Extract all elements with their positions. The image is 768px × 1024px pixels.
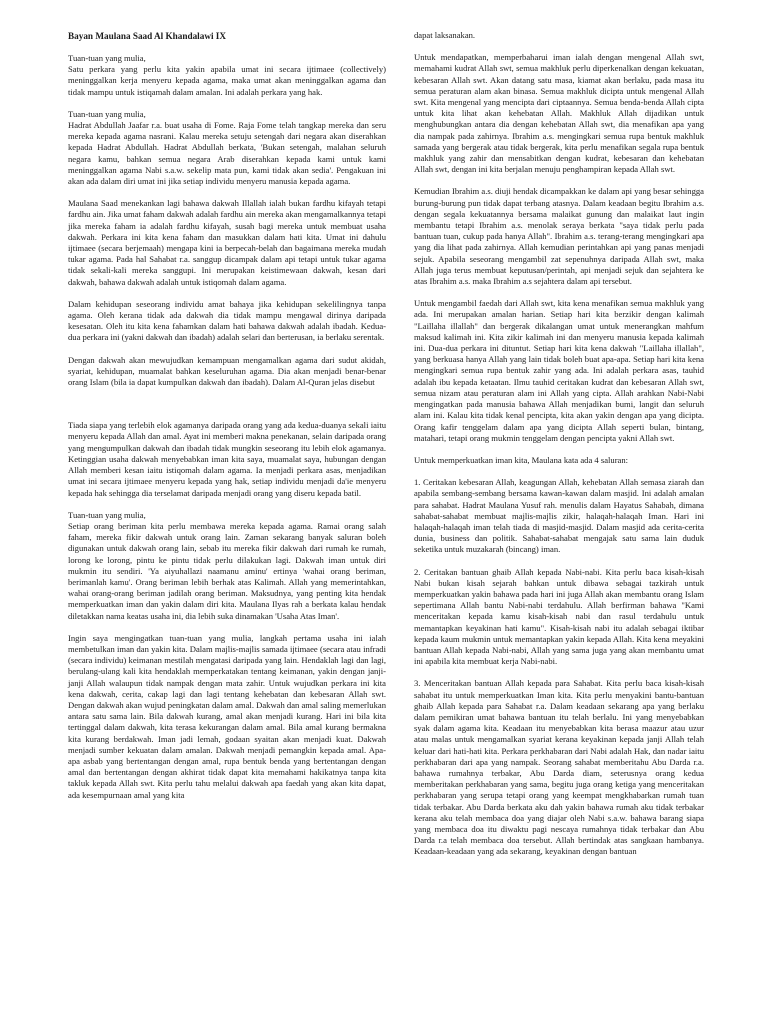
paragraph: dapat laksanakan. bbox=[414, 30, 476, 40]
left-column bbox=[68, 30, 386, 812]
paragraph: Untuk memperkuatkan iman kita, Maulana kata ada 4 saluran: bbox=[414, 454, 629, 465]
paragraph: Maulana Saad menekankan lagi bahawa dakwah Illallah ialah bukan fardhu kifayah tetapi fardhu ain. Jika umat faham dakwah adalah fardhu ain mereka akan mengamalkannya tetapi jika mereka faham ia adalah fardhu kifayah, susah bagi mereka untuk membuat usaha dakwah. Perkara ini kita kena faham dan masukkan dalam hati kita. Umat ini dahulu ijtimaee (secara berjemaah) mengapa kini ia berpecah-belah dan bagaimana mereka mudah tukar agama. Pada hal Sahabat r.a. sanggup dicampak dalam api tetapi untuk tukar agama tidak sekali-kali mereka sanggupi. Ini merupakan keistimewaan dakwah, kesan dari dakwah, bahawa dakwah adalah untuk istiqomah dalam agama. bbox=[68, 198, 386, 287]
document-title: Bayan Maulana Saad Al Khandalawi IX bbox=[68, 31, 227, 41]
paragraph: Tuan-tuan yang mulia, Hadrat Abdullah Jaafar r.a. buat usaha di Fome. Raja Fome telah tangkap mereka dan seru mereka kepada agama nasrani. Kalau mereka setuju setengah dari negara akan diserahkan kepada Hadrat Abdullah. Hadrat Abdullah berkata, 'Bukan setengah, malahan seluruh negara kamu, bahkan semua negara Arab diserahkan kepada kami untuk kami meninggalkan agama Nabi s.a.w. sekelip mata pun, kami tidak akan sedia'. Pengakuan ini akan ada dalam diri umat ini jika setiap individu menyeru manusia kepada agama. bbox=[68, 108, 386, 187]
paragraph: Dalam kehidupan seseorang individu amat bahaya jika kehidupan sekelilingnya tanpa agama. Oleh kerana tidak ada dakwah dia tidak mampu mengawal dirinya daripada kesesatan. Oleh itu kita kena fahamkan dalam hati bahawa dakwah adalah ibadah. Kedua-dua perkara ini (yakni dakwah dan ibadah) adalah selari dan berterusan, ia berlaku serentak. bbox=[68, 298, 386, 343]
paragraph: 1. Ceritakan kebesaran Allah, keagungan Allah, kehebatan Allah semasa ziarah dan apabila sembang-sembang bersama kawan-kawan dalam masjid. Ini adalah amalan para sahabat. Hadrat Maulana Yusuf rah. menulis dalam Hayatus Sahabah, dimana sahabat-sahabat membuat majlis-majlis zikir, halaqah-halaqah Iman. Hari ini halaqah-halaqah iman telah tiada di masjid-masjid. Dalam masjid ada cerita-cerita dunia, business dan politik. Sahabat-sahabat mengajak satu sama lain duduk seketika untuk muzakarah (bincang) iman. bbox=[414, 477, 704, 555]
paragraph: Tuan-tuan yang mulia, Setiap orang beriman kita perlu membawa mereka kepada agama. Ramai orang salah faham, mereka fikir dakwah untuk orang lain. Zaman sekarang banyak saluran boleh digunakan untuk dakwah orang lain, sebab itu mereka fikir dakwah dari rumah ke rumah, lorong ke lorong, pintu ke pintu tidak perlu dilakukan lagi. Dakwah iman untuk diri mukmin itu sendiri. 'Ya aiyuhallazi naamanu aminu' ertinya 'wahai orang beriman, berimanlah kamu'. Orang beriman lebih berhak atas Kalimah. Allah yang memerintahkan, wahai orang-orang beriman jadilah orang beriman. Maksudnya, yang penting kita hendak memperkuatkan iman dan yakin dalam diri kita. Maulana Ilyas rah a berkata kalau hendak diletakkan nama keatas usaha ini, dia lebih suka dinamakan 'Usaha Atas Iman'. bbox=[68, 509, 386, 621]
paragraph: Dengan dakwah akan mewujudkan kemampuan mengamalkan agama dari sudut akidah, syariat, kehidupan, muamalat bahkan keseluruhan agama. Dia akan menjadi benar-benar orang Islam (bila ia dapat kumpulkan dakwah dan ibadah). Dalam Al-Quran jelas disebut bbox=[68, 354, 386, 388]
paragraph: Ingin saya mengingatkan tuan-tuan yang mulia, langkah pertama usaha ini ialah membetulkan iman dan yakin kita. Dalam majlis-majlis samada ijtimaee (secara atau infradi (secara individu) keimanan mestilah mengatasi daripada yang lain. Hendaklah lagi dan lagi, berulang-ulang kali kita hendaklah memperkatakan tentang keimanan, yakin dengan janji-janji Allah walaupun tidak nampak dengan mata zahir. Untuk wujudkan perkara ini kita kena dakwah, cerita, cakap lagi dan lagi tentang kehebatan dan kebesaran Allah swt. Dengan dakwah akan wujud peningkatan dalam amal. Dakwah dan amal saling memerlukan antara satu sama lain. Bila dakwah kurang, amal akan menjadi kurang. Hari ini bila kita tertinggal dalam dakwah, kita terasa kekurangan dalam amal. Bila amal kurang bermakna kita kurang berdakwah. Iman jadi lemah, godaan syaitan akan menjadi kuat. Dakwah menjadi sumber kekuatan dalam amalan. Dakwah menjadi pemangkin kepada amal. Apa-apa asbab yang bertentangan dengan amal, rupa bentuk benda yang bertentangan dengan amal dan bertentangan dengan akhirat tidak dapat kita memahami hakikatnya tanpa kita takluk kepada Allah swt. Kita perlu tahu melalui dakwah apa faedah yang akan kita dapat, ada kesempurnaan amal yang kita bbox=[68, 632, 386, 800]
paragraph: 3. Menceritakan bantuan Allah kepada para Sahabat. Kita perlu baca kisah-kisah sahabat itu untuk memperkuatkan Iman kita. Kita perlu menyakini bantu-bantuan ghaib Allah kepada para Sahabat r.a. Dalam keadaan sekarang apa yang berlaku dalam pemikiran umat bahawa bantuan itu telah berlalu. Ini yang menyebabkan syak dalam agama kita. Keadaan itu menyebabkan kita berasa maazur atau uzur atau malas untuk mengamalkan syariat kerana keyakinan kepada janji Allah telah keluar dari hati-hati kita. Perkara perkhabaran dari Nabi adalah Hak, dan nadar iaitu perkhabaran dari apa yang nampak. Seorang sahabat memberitahu Abu Darda r.a. bahawa rumahnya terbakar, Abu Darda diam, seterusnya orang kedua memberitakan perkhabaran yang sama, begitu juga orang ketiga yang menceritakan perkhabaran yang serupa tetapi orang yang keempat mengkhabarkan rumah tuan tidak terbakar. Abu Darda berkata aku dah yakin bahawa rumah aku tidak terbakar kerana aku telah membaca doa yang diajar oleh Nabi s.a.w. bahawa barang siapa yang membaca doa itu diwaktu pagi nescaya rumahnya tidak terbakar dan Abu Darda r.a telah membaca doa tersebut. Allah bertindak atas sangkaan hambanya. Keadaan-keadaan yang ada sekarang, keyakinan dengan bantuan bbox=[414, 678, 704, 857]
paragraph: 2. Ceritakan bantuan ghaib Allah kepada Nabi-nabi. Kita perlu baca kisah-kisah Nabi bukan kisah sejarah bahkan untuk dibawa sebagai tazkirah untuk memperkuatkan yakin bahawa pada hari ini juga Allah akan membantu orang Islam sepertimana Allah bantu Nabi-nabi terdahulu. Allah berfirman bahawa "Kami menceritakan kepada kamu kisah-kisah nabi dan rasul terdahulu untuk memantapkan keyakinan hati kamu". Kisah-kisah nabi itu adalah sebagai iktibar kepada kaum mukmin untuk memantapkan yakin kepada Allah. Kita kena meyakini bantuan Allah kepada Nabi-nabi, Allah yang sama juga yang akan membantu umat ini apabila kita membuat kerja Nabi-nabi. bbox=[414, 566, 704, 667]
right-column bbox=[414, 30, 704, 869]
paragraph: Tiada siapa yang terlebih elok agamanya daripada orang yang ada kedua-duanya sekali iaitu menyeru kepada Allah dan amal. Ayat ini memberi makna penekanan, selain daripada orang yang mengumpulkan dakwah dan ibadah tidak mungkin seseorang itu lebih elok agamanya. Ketinggian usaha dakwah menyebabkan iman kita saya, muamalat saya, hubungan dengan Allah memberi kesan iaitu istiqomah dalam agama. Ia menjadi perkara asas, menjadikan umat ini secara ijtimaee menyeru kepada yang hak, setiap individu menjadi da'ie menyeru kepada hak sehingga dia terselamat daripada menjadi orang yang diseru kepada batil. bbox=[68, 420, 386, 498]
paragraph: Untuk mengambil faedah dari Allah swt, kita kena menafikan semua makhluk yang ada. Ini merupakan amalan harian. Setiap hari kita berzikir dengan kalimah "Laillaha illallah" dan bergerak dikalangan umat untuk menerangkan mahfum maksud kalimah ini. Kita zikir kalimah ini dan menyeru manusia kepada kalimah ini. Dua-dua perkara ini dituntut. Setiap hari kita kena dakwah "Laillaha illallah", yang berkuasa hanya Allah yang lain tidak boleh buat apa-apa. Setiap hari kita kena mengingkari semua rupa bentuk zahir yang ada. Ini adalah perkara asas, tauhid adalah ibu kepada ketaatan. Ilmu tauhid ceritakan kudrat dan kebesaran Allah swt, semua nizam atau peraturan alam ini Allah yang cipta. Allah arahkan Nabi-Nabi mengingatkan pada manusia bahawa Allah menjadikan bumi, langit dan seluruh alam ini. Kalau kita tidak kenal pencipta, kita akan yakin dengan apa yang dicipta. Orang kafir tenggelam dalam apa yang dicipta Allah seperti bulan, bintang, matahari, tetapi orang mukmin tenggelam dengan pencipta yakni Allah swt. bbox=[414, 298, 704, 443]
paragraph: Tuan-tuan yang mulia, Satu perkara yang perlu kita yakin apabila umat ini secara ijtimaee (collectively) meninggalkan kerja menyeru kepada agama, maka umat akan meninggalkan agama dan tidak mampu untuk istiqamah dalam amalan. Ini adalah perkara yang hak. bbox=[68, 53, 386, 97]
paragraph: Untuk mendapatkan, memperbaharui iman ialah dengan mengenal Allah swt, memahami kudrat Allah swt, semua makhluk perlu diperkenalkan dengan kekuatan, kebesaran Allah swt. Akan datang satu masa, kiamat akan berlaku, pada masa itu semua peraturan alam akan binasa. Semua makhluk dicipta untuk mengenal Allah swt. Kita mengenal yang mencipta dari ciptaannya. Semua benda-benda Allah cipta untuk kita lihat akan kehebatan Allah. Makhluk Allah dijadikan untuk menghubungkan antara dia dengan kehebatan Allah swt, dia menafikan apa yang dia nampak pada zahirnya. Ibrahim a.s. mengingkari semua rupa bentuk makhluk samada yang bergerak atau tidak bergerak, kita perlu menafikan segala rupa bentuk makhluk yang zahir dan mensabitkan dengan kudrat, kebesaran dan kehebatan Allah swt, dengan ini kita berjalan menuju penghampiran kepada Allah swt. bbox=[414, 52, 704, 175]
paragraph: Kemudian Ibrahim a.s. diuji hendak dicampakkan ke dalam api yang besar sehingga burung-burung pun tidak dapat terbang atasnya. Dalam keadaan begitu Ibrahim a.s. dengan segala kekuatannya bersama malaikat gunung dan malaikat laut ingin membantu tetapi Ibrahim a.s. menolak seraya berkata "saya tidak perlu pada bantuan tuan, cukup pada hanya Allah". Ibrahim a.s. terang-terang mengingkari apa yang dia lihat pada zahirnya. Allah kemudian perintahkan api yang panas menjadi sejuk. Apabila seseorang mengambil zat sepenuhnya daripada Allah swt, maka Allah juga terus membuat keputusan/perintah, api menjadi sejuk dan sejahtera ke atas Ibrahim a.s. maka Ibrahim a.s sejahtera dalam api tersebut. bbox=[414, 186, 704, 287]
